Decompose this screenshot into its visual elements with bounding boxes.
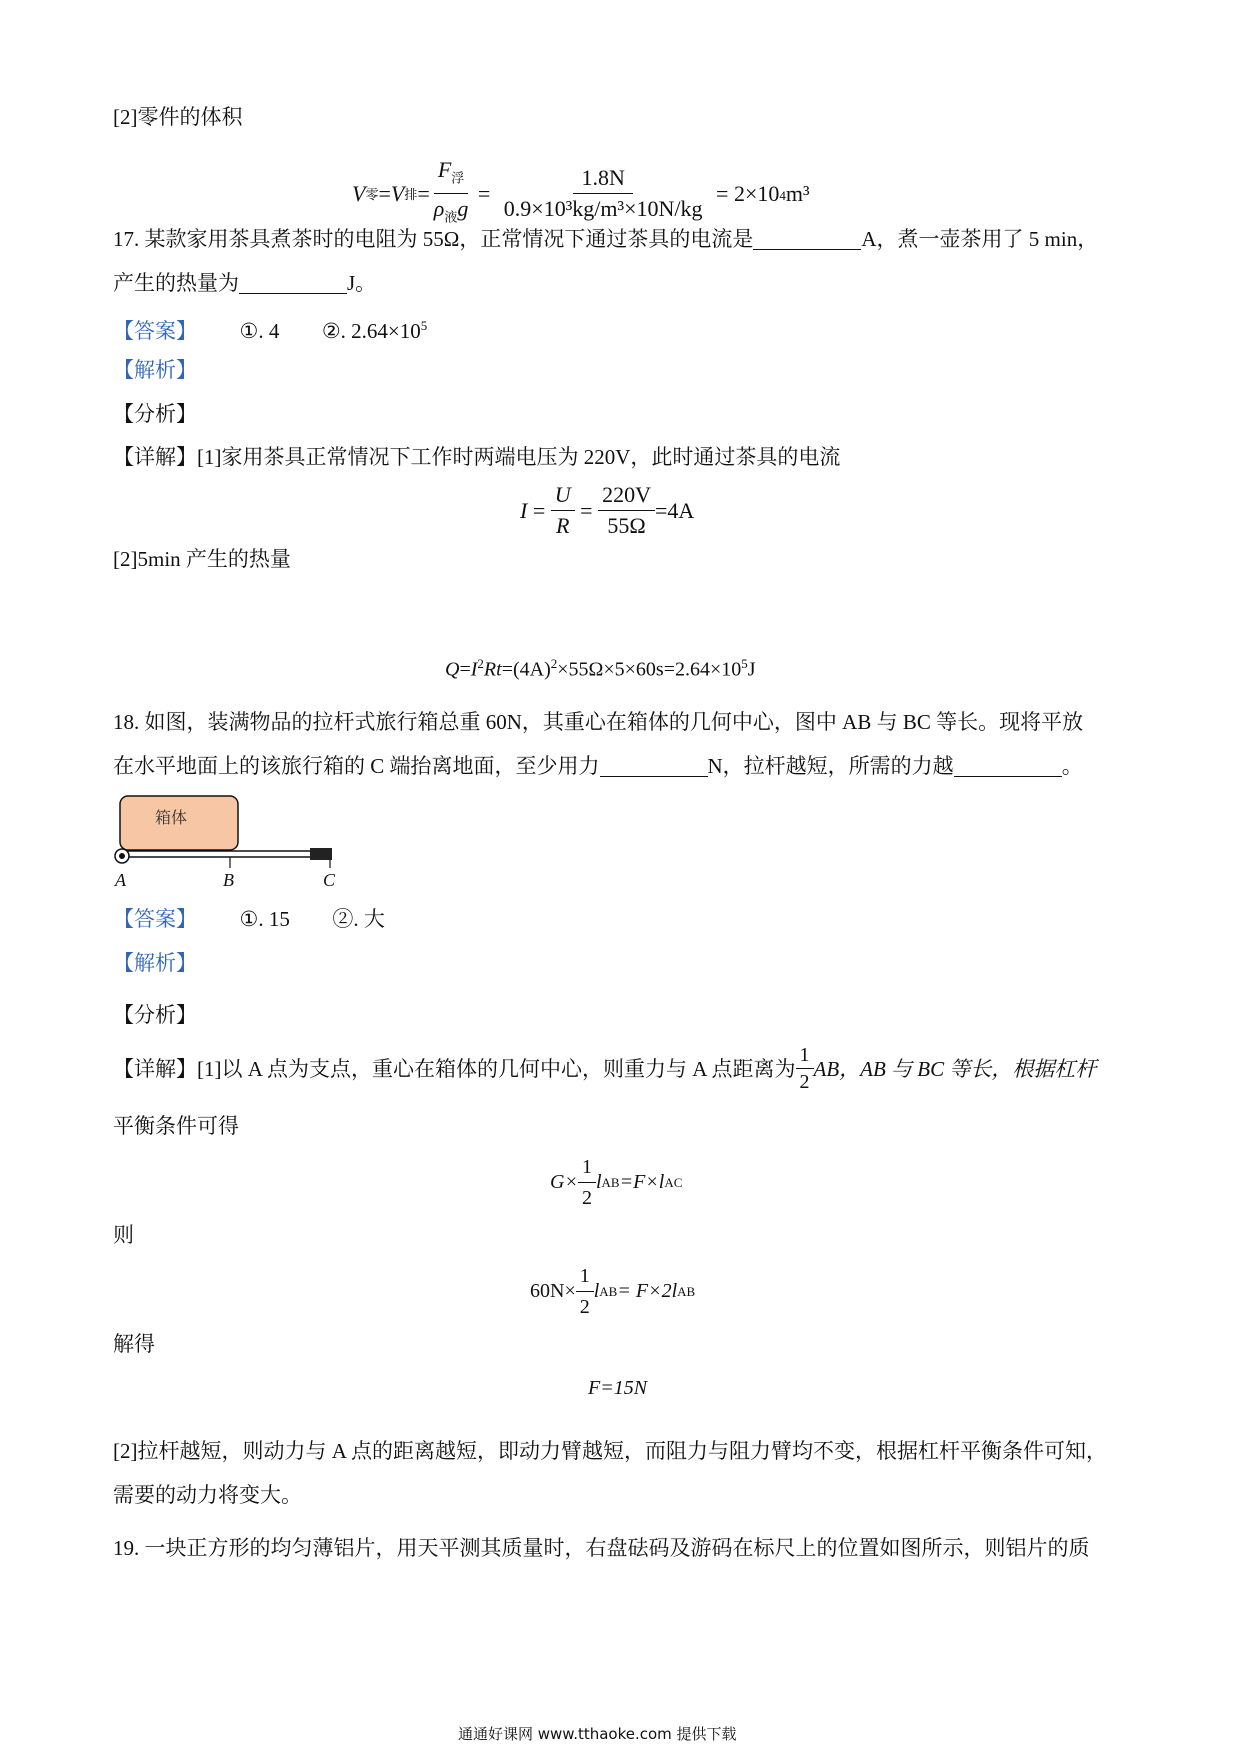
var-q: Q xyxy=(445,658,460,681)
fraction-buoyancy xyxy=(430,157,473,231)
sub-pai: 排 xyxy=(404,187,418,203)
eq2-den: 2 xyxy=(579,1296,590,1318)
frac1-den-sub: 液 xyxy=(444,209,458,225)
q17-stem-line1 xyxy=(113,225,1098,253)
q17-stem-text-b: A，煮一壶茶用了 5 min， xyxy=(861,227,1099,251)
frac1-den: ρ xyxy=(433,196,445,222)
q16-volume-formula: V 零 = V 排 = $\frac{F_浮}{\rho_液g}$ = $\frac{1.8N}{\text{0.9×10³kg/m³×10N/kg}}$ = 2×10 $^4$ m³ xyxy=(352,157,810,231)
q17-stem-text-d: J。 xyxy=(347,271,377,295)
q17-answer-tag: 【答案】 xyxy=(113,319,197,343)
result-exp: 4 xyxy=(779,187,786,203)
handle-grip xyxy=(310,848,332,860)
q17-fenxi-tag: 【分析】 xyxy=(113,402,197,426)
wheel-hub xyxy=(119,853,125,859)
frac2-den: 0.9×10³kg/m³×10N/kg xyxy=(503,196,703,222)
exp-2b: 2 xyxy=(550,656,558,671)
exp-5: 5 xyxy=(741,656,748,671)
suitcase-box-label: 箱体 xyxy=(155,808,188,827)
sub-ling: 零 xyxy=(365,187,379,203)
q17-answer-2: ②. 2.64×10 xyxy=(321,319,421,343)
q19-stem-line1: 19. 一块正方形的均匀薄铝片，用天平测其质量时，右盘砝码及游码在标尺上的位置如图所示，则铝片的质 xyxy=(113,1536,1090,1560)
q18-blank-2[interactable] xyxy=(954,754,1062,777)
unit-j: J xyxy=(747,658,756,681)
q17-current-result: =4A xyxy=(654,497,695,523)
q17-stem-line2 xyxy=(113,269,376,297)
eq1-den: 2 xyxy=(581,1187,592,1209)
label-b: B xyxy=(223,870,234,890)
q17-blank-1[interactable] xyxy=(753,227,861,250)
eq2-sub-ab: AB xyxy=(599,1283,618,1299)
q18-stem-text-b: N，拉杆越短，所需的力越 xyxy=(707,754,954,778)
q18-part2-line1: [2]拉杆越短，则动力与 A 点的距离越短，即动力臂越短，而阻力与阻力臂均不变，根据杠杆平衡条件可知， xyxy=(113,1439,1107,1463)
label-c: C xyxy=(323,870,336,890)
q16-part2-heading: [2]零件的体积 xyxy=(113,105,243,129)
frac1-num-sub: 浮 xyxy=(451,170,465,186)
frac-u: U xyxy=(551,482,575,511)
eq-sign: = xyxy=(459,658,471,681)
half-num: 1 xyxy=(796,1044,814,1069)
fraction-220-55 xyxy=(598,482,655,539)
label-a: A xyxy=(115,870,126,890)
q18-fenxi-tag: 【分析】 xyxy=(113,1003,197,1027)
q17-blank-2[interactable] xyxy=(239,271,347,294)
eq1-num: 1 xyxy=(578,1154,596,1183)
var-i: I xyxy=(520,497,528,523)
page-footer: 通通好课网 www.tthaoke.com 提供下载 xyxy=(458,1725,737,1743)
q18-blank-1[interactable] xyxy=(600,754,708,777)
q18-detail-text-a: 【详解】[1]以 A 点为支点，重心在箱体的几何中心，则重力与 A 点距离为 xyxy=(113,1056,796,1081)
fraction-u-r xyxy=(551,482,575,539)
heat-part1: =(4A) xyxy=(501,658,551,681)
q18-detail-text-b: AB，AB 与 BC 等长，根据杠杆 xyxy=(813,1056,1097,1081)
q17-stem-text-c: 产生的热量为 xyxy=(113,271,239,295)
q17-current-formula: I = $\frac{U}{R}$ = $\frac{220V}{55\Omega}$ =4A xyxy=(520,482,695,538)
eq1-g: G× xyxy=(550,1171,578,1193)
q18-stem-text-c: 。 xyxy=(1061,754,1083,778)
q18-equation-1 xyxy=(550,1154,682,1211)
q18-ze: 则 xyxy=(113,1223,134,1247)
result-value: 2×10 xyxy=(733,180,780,206)
var-v: V xyxy=(352,180,366,206)
frac-55ohm: 55Ω xyxy=(607,513,646,538)
frac1-den-g: g xyxy=(457,196,469,222)
frac1-num: F xyxy=(437,157,452,182)
q18-answer-1: ①. 15 xyxy=(239,907,290,931)
fraction-numeric xyxy=(496,165,711,222)
q18-stem-text-a: 在水平地面上的该旅行箱的 C 端抬离地面，至少用力 xyxy=(113,754,600,778)
q18-stem-line2 xyxy=(113,752,1083,780)
eq2-60n: 60N× xyxy=(530,1280,576,1302)
q18-answer-2: ②. 大 xyxy=(332,907,385,931)
eq2-num: 1 xyxy=(576,1263,594,1292)
q18-jiede: 解得 xyxy=(113,1332,155,1356)
eq2-sub-ab2: AB xyxy=(677,1283,696,1299)
q17-analysis-tag: 【解析】 xyxy=(113,358,197,382)
result-unit: m³ xyxy=(785,180,810,206)
q18-analysis-tag: 【解析】 xyxy=(113,951,197,975)
frac2-num: 1.8N xyxy=(573,165,632,194)
q18-equation-2 xyxy=(530,1263,695,1320)
suitcase-figure xyxy=(110,790,350,900)
heat-part2: ×55Ω×5×60s=2.64×10 xyxy=(557,658,742,681)
q17-answer-1: ①. 4 xyxy=(239,319,280,343)
eq1-fraction xyxy=(578,1154,596,1211)
q18-detail-line1 xyxy=(113,1044,1096,1093)
q18-answer-tag: 【答案】 xyxy=(113,907,197,931)
q17-answer-line xyxy=(113,312,427,345)
var-i2: I xyxy=(470,658,478,681)
q18-stem-line1: 18. 如图，装满物品的拉杆式旅行箱总重 60N，其重心在箱体的几何中心，图中 AB 与 BC 等长。现将平放 xyxy=(113,710,1084,734)
eq1-sub-ac: AC xyxy=(664,1174,683,1190)
eq1-sub-ab: AB xyxy=(601,1174,620,1190)
frac-220v: 220V xyxy=(598,482,655,511)
q18-part2-line2: 需要的动力将变大。 xyxy=(113,1483,302,1507)
exp-2: 2 xyxy=(477,656,484,671)
eq1-mid: =F×l xyxy=(619,1171,665,1193)
q17-stem-text-a: 17. 某款家用茶具煮茶时的电阻为 55Ω，正常情况下通过茶具的电流是 xyxy=(113,227,754,251)
q18-half-fraction xyxy=(796,1044,814,1093)
var-rt: Rt xyxy=(483,658,502,681)
q17-answer-2-exp: 5 xyxy=(420,318,428,333)
eq2-l: l xyxy=(593,1280,600,1302)
eq1-l: l xyxy=(595,1171,602,1193)
eq2-mid: = F×2l xyxy=(617,1280,678,1302)
q18-equation-3: F=15N xyxy=(588,1377,648,1399)
q17-detail-line: 【详解】[1]家用茶具正常情况下工作时两端电压为 220V，此时通过茶具的电流 xyxy=(113,445,841,469)
var-v-pai: V xyxy=(390,180,405,206)
half-den: 2 xyxy=(799,1071,810,1093)
eq2-fraction xyxy=(576,1263,594,1320)
q17-heat-formula xyxy=(445,656,756,682)
q18-detail-line2: 平衡条件可得 xyxy=(113,1114,239,1138)
q18-answer-line xyxy=(113,905,385,933)
q17-part2-heading: [2]5min 产生的热量 xyxy=(113,547,291,571)
frac-r: R xyxy=(555,513,570,538)
